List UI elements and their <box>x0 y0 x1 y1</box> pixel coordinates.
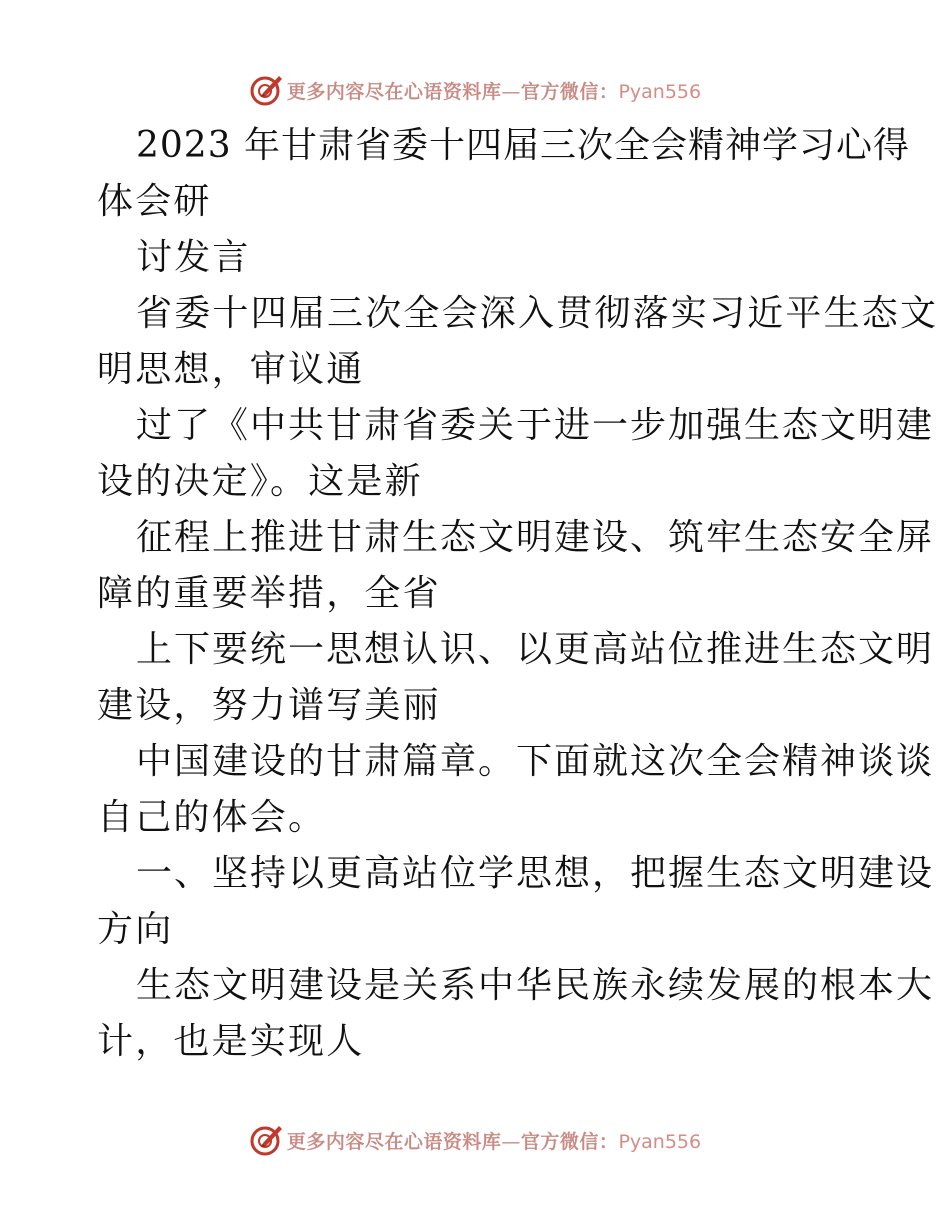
paragraph-line: 中国建设的甘肃篇章。下面就这次全会精神谈谈 <box>136 741 935 782</box>
paragraph-line: 省委十四届三次全会深入贯彻落实习近平生态文 <box>136 293 939 334</box>
paragraph-line: 障的重要举措，全省 <box>97 573 441 614</box>
paragraph-line: 建设，努力谱写美丽 <box>97 685 441 726</box>
paragraph-line: 计，也是实现人 <box>97 1021 365 1062</box>
doc-title-line-1: 2023 年甘肃省委十四届三次全会精神学习心得 <box>136 125 911 166</box>
doc-title-line-2: 体会研 <box>97 181 212 222</box>
watermark-text-header: 更多内容尽在心语资料库—官方微信：Pyan556 <box>286 80 702 103</box>
pen-logo-icon <box>249 73 283 107</box>
watermark-footer <box>0 1120 950 1160</box>
doc-title-line-3: 讨发言 <box>136 237 251 278</box>
paragraph-line: 明思想，审议通 <box>97 349 365 390</box>
watermark-text-footer: 更多内容尽在心语资料库—官方微信：Pyan556 <box>286 1130 702 1153</box>
paragraph-line: 设的决定》。这是新 <box>97 461 423 502</box>
paragraph-line: 过了《中共甘肃省委关于进一步加强生态文明建 <box>136 405 935 446</box>
section-heading-line-2: 方向 <box>97 909 174 950</box>
paragraph-line: 上下要统一思想认识、以更高站位推进生态文明 <box>136 629 935 670</box>
pen-logo-icon <box>249 1123 283 1157</box>
watermark-header <box>0 70 950 110</box>
document-body <box>97 118 939 1070</box>
paragraph-line: 征程上推进甘肃生态文明建设、筑牢生态安全屏 <box>136 517 935 558</box>
paragraph-line: 自己的体会。 <box>97 797 327 838</box>
section-heading-line-1: 一、坚持以更高站位学思想，把握生态文明建设 <box>136 853 935 894</box>
paragraph-line: 生态文明建设是关系中华民族永续发展的根本大 <box>136 965 935 1006</box>
